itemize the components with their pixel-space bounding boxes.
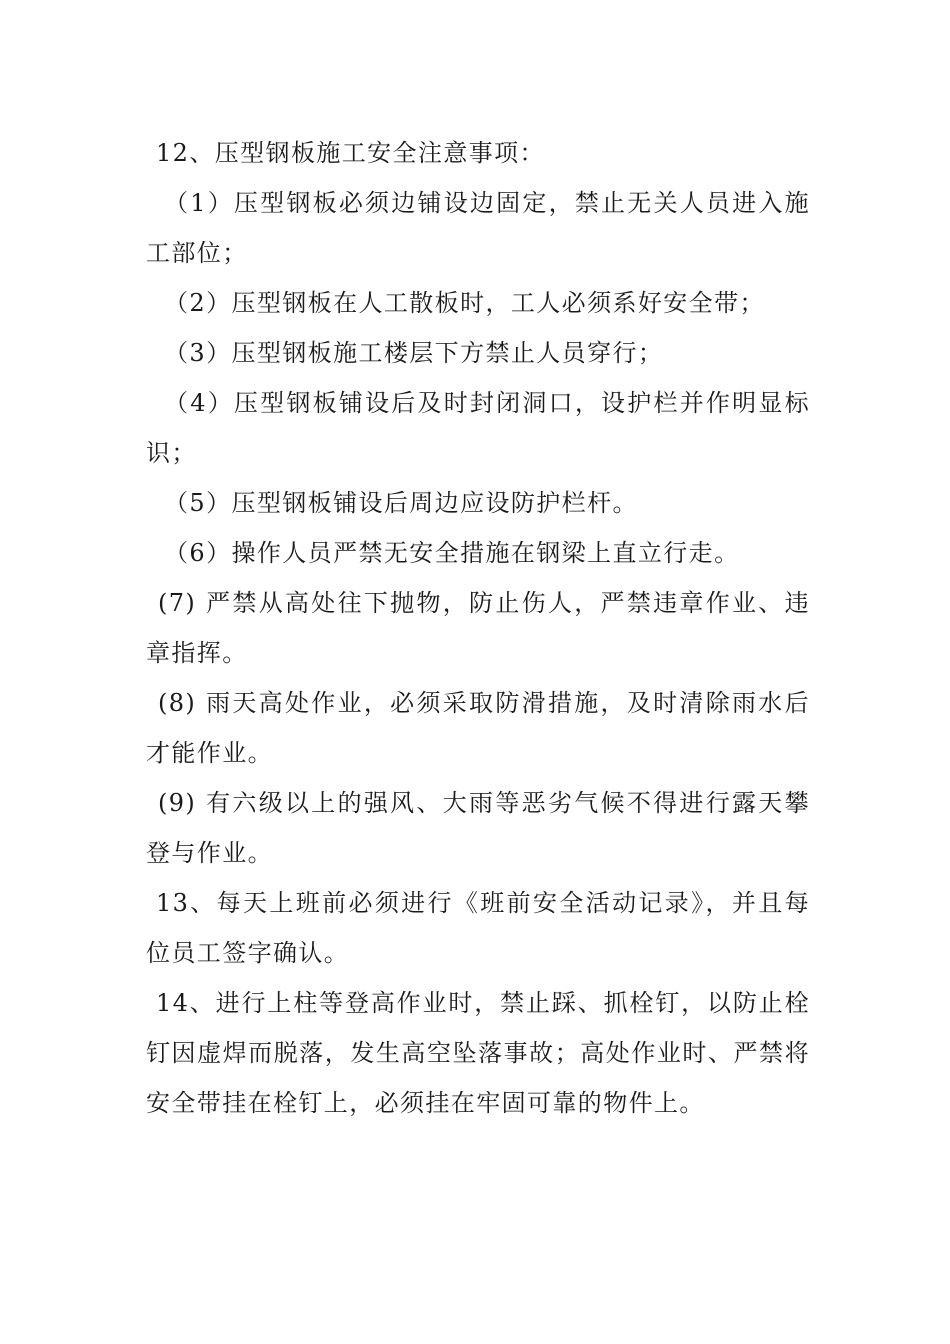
paragraph-subitem-7: (7) 严禁从高处往下抛物，防止伤人，严禁违章作业、违章指挥。 (146, 589, 810, 667)
paragraph-subitem-3: （3）压型钢板施工楼层下方禁止人员穿行； (164, 339, 664, 367)
paragraph-subitem-6: （6）操作人员严禁无安全措施在钢梁上直立行走。 (164, 539, 740, 567)
paragraph-subitem-2: （2）压型钢板在人工散板时，工人必须系好安全带； (164, 289, 765, 317)
paragraph-subitem-1: （1）压型钢板必须边铺设边固定，禁止无关人员进入施工部位； (146, 189, 810, 267)
paragraph-item-14: 14、进行上柱等登高作业时，禁止踩、抓栓钉，以防止栓钉因虚焊而脱落，发生高空坠落事故；高处作业时、严禁将安全带挂在栓钉上，必须挂在牢固可靠的物件上。 (146, 989, 810, 1117)
paragraph-subitem-8: (8) 雨天高处作业，必须采取防滑措施，及时清除雨水后才能作业。 (146, 689, 810, 767)
paragraph-item-12: 12、压型钢板施工安全注意事项： (156, 139, 545, 167)
paragraph-subitem-9: (9) 有六级以上的强风、大雨等恶劣气候不得进行露天攀登与作业。 (146, 789, 810, 867)
document-body (146, 128, 810, 1128)
paragraph-item-13: 13、每天上班前必须进行《班前安全活动记录》，并且每位员工签字确认。 (146, 889, 810, 967)
paragraph-subitem-4: （4）压型钢板铺设后及时封闭洞口，设护栏并作明显标识； (146, 389, 810, 467)
paragraph-subitem-5: （5）压型钢板铺设后周边应设防护栏杆。 (164, 489, 638, 517)
